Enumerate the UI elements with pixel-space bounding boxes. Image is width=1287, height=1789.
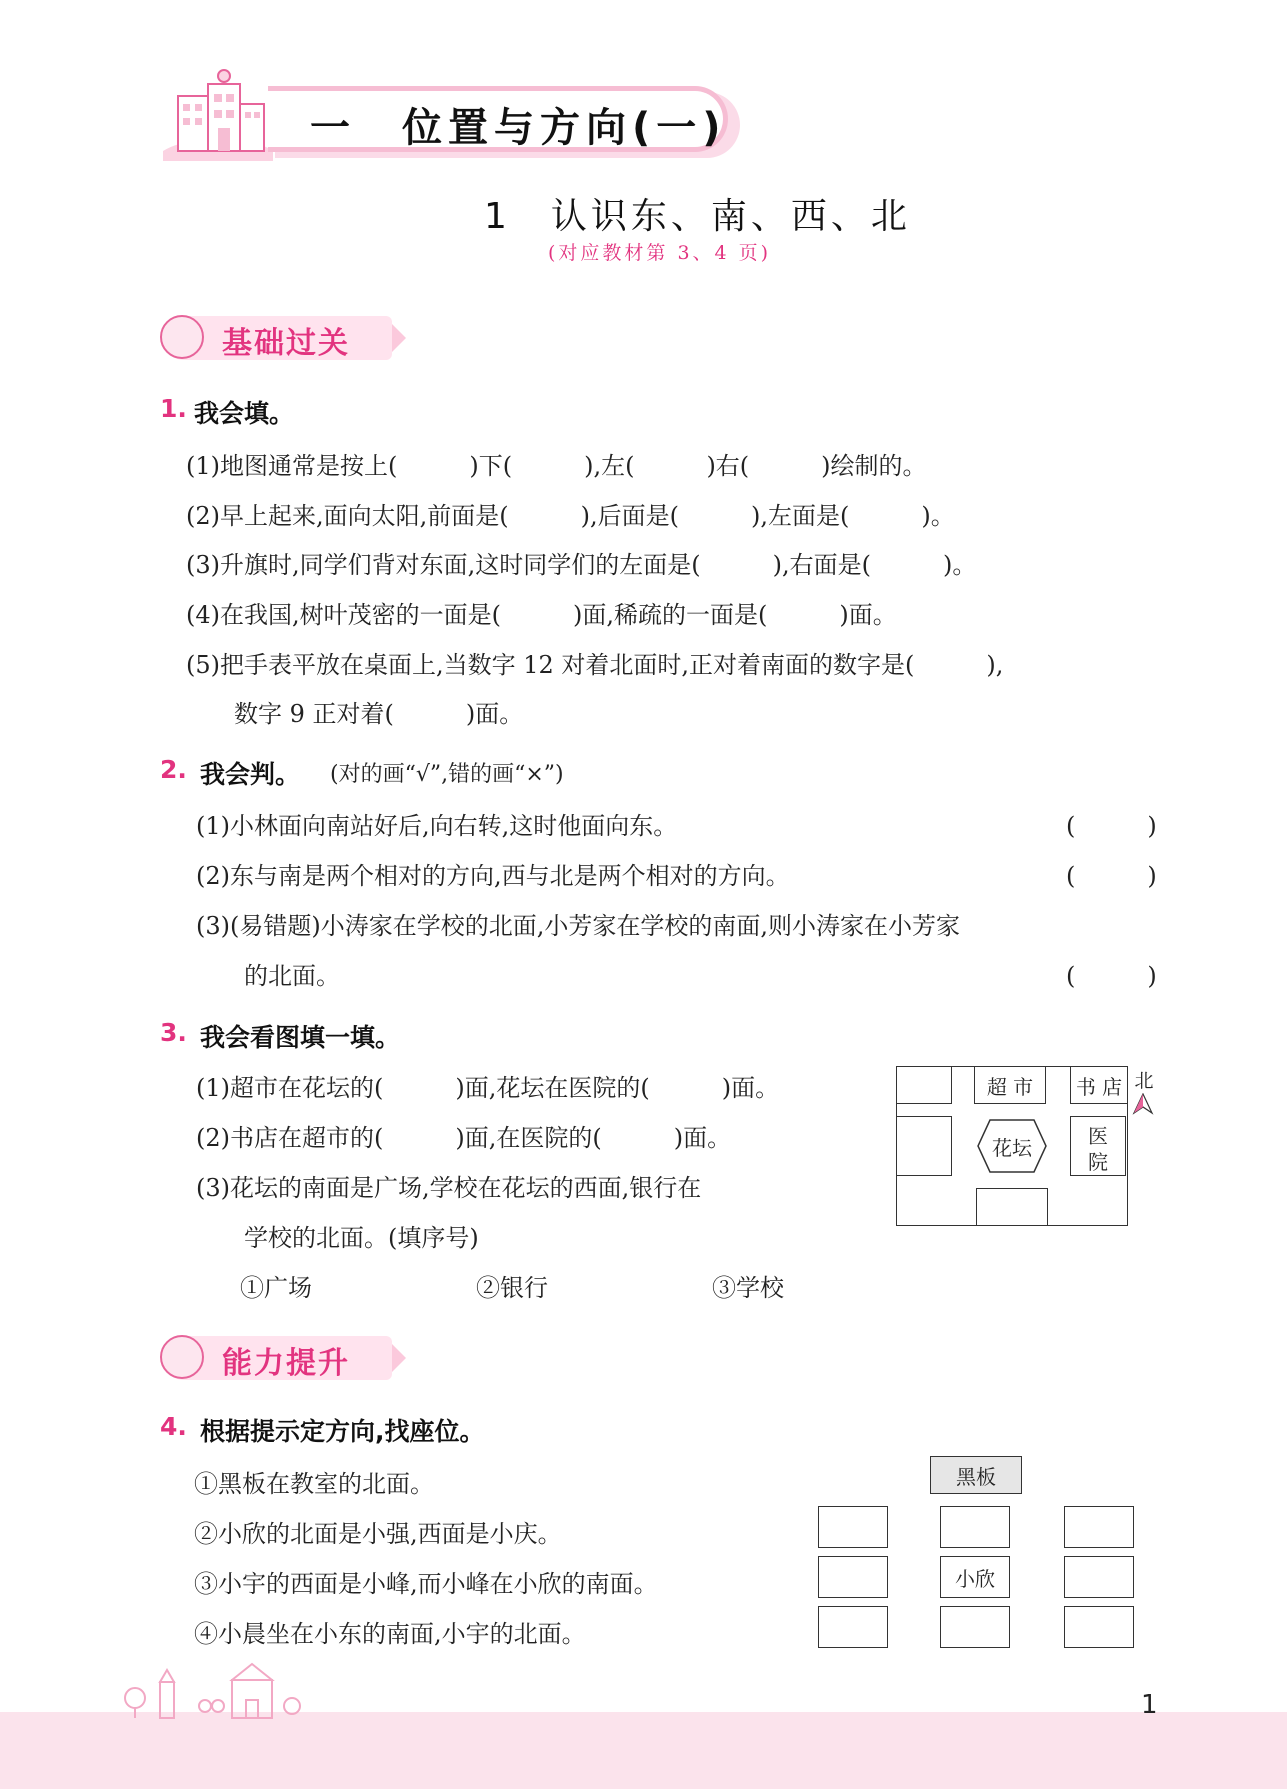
footer-illustration — [120, 1660, 320, 1720]
map-supermarket: 超 市 — [974, 1066, 1046, 1104]
q3-option-2: ②银行 — [476, 1274, 548, 1302]
q1-item-2: (2)早上起来,面向太阳,前面是( ),后面是( ),左面是( )。 — [186, 502, 955, 530]
q3-item-1: (1)超市在花坛的( )面,花坛在医院的( )面。 — [196, 1074, 780, 1102]
question-number: 2. — [160, 755, 187, 784]
north-arrow-icon — [1132, 1093, 1154, 1115]
answer-paren: ( ) — [1066, 962, 1157, 990]
seat-box[interactable] — [1064, 1556, 1134, 1598]
footer-band — [0, 1712, 1287, 1789]
question-number: 1. — [160, 394, 187, 423]
blackboard: 黑板 — [930, 1456, 1022, 1494]
seat-box[interactable] — [1064, 1506, 1134, 1548]
map-bookstore: 书 店 — [1070, 1066, 1128, 1104]
seat-box[interactable] — [940, 1606, 1010, 1648]
section-title-advanced: 能力提升 — [222, 1346, 350, 1381]
q2-item-3: (3)(易错题)小涛家在学校的北面,小芳家在学校的南面,则小涛家在小芳家 — [196, 912, 960, 940]
question-title: 我会判。 — [200, 760, 301, 789]
answer-paren: ( ) — [1066, 862, 1157, 890]
chapter-title: 一 位置与方向(一) — [310, 105, 727, 151]
map-cell-empty — [896, 1066, 952, 1104]
q4-hint-3: ③小宇的西面是小峰,而小峰在小欣的南面。 — [194, 1570, 658, 1598]
lesson-title: 1 认识东、南、西、北 — [484, 196, 911, 237]
q3-option-3: ③学校 — [712, 1274, 784, 1302]
q1-item-4: (4)在我国,树叶茂密的一面是( )面,稀疏的一面是( )面。 — [186, 601, 897, 629]
page-number: 1 — [1141, 1690, 1158, 1720]
q3-item-2: (2)书店在超市的( )面,在医院的( )面。 — [196, 1124, 732, 1152]
q3-item-3: (3)花坛的南面是广场,学校在花坛的西面,银行在 — [196, 1174, 702, 1202]
seat-box[interactable] — [818, 1556, 888, 1598]
map-hospital-label-2: 院 — [1088, 1149, 1108, 1174]
q1-item-5: (5)把手表平放在桌面上,当数字 12 对着北面时,正对着南面的数字是( ), — [186, 651, 1004, 679]
q1-item-3: (3)升旗时,同学们背对东面,这时同学们的左面是( ),右面是( )。 — [186, 551, 977, 579]
question-instruction: (对的画“√”,错的画“×”) — [330, 762, 564, 787]
question-number: 3. — [160, 1018, 187, 1047]
chapter-illustration — [158, 66, 276, 166]
question-title: 我会看图填一填。 — [200, 1023, 401, 1052]
map-garden — [976, 1118, 1048, 1174]
q1-item-5-cont: 数字 9 正对着( )面。 — [234, 700, 524, 728]
q2-item-2: (2)东与南是两个相对的方向,西与北是两个相对的方向。 — [196, 862, 790, 890]
map-cell-empty — [896, 1116, 952, 1176]
question-number: 4. — [160, 1412, 187, 1441]
q2-item-3-cont: 的北面。 — [244, 962, 340, 990]
mascot-icon — [160, 1335, 204, 1379]
answer-paren: ( ) — [1066, 812, 1157, 840]
q1-item-1: (1)地图通常是按上( )下( ),左( )右( )绘制的。 — [186, 452, 927, 480]
q3-option-1: ①广场 — [240, 1274, 312, 1302]
seat-box[interactable] — [818, 1506, 888, 1548]
map-cell-empty — [976, 1188, 1048, 1226]
question-title: 根据提示定方向,找座位。 — [200, 1417, 485, 1446]
map-hospital-label-1: 医 — [1088, 1123, 1108, 1148]
question-title: 我会填。 — [194, 399, 295, 428]
seat-box[interactable] — [818, 1606, 888, 1648]
q4-hint-1: ①黑板在教室的北面。 — [194, 1470, 434, 1498]
mascot-icon — [160, 315, 204, 359]
map-hospital — [1070, 1116, 1126, 1176]
q4-hint-4: ④小晨坐在小东的南面,小宇的北面。 — [194, 1620, 586, 1648]
north-label: 北 — [1134, 1069, 1154, 1092]
section-title-basic: 基础过关 — [222, 326, 350, 361]
seat-box-center: 小欣 — [940, 1556, 1010, 1598]
q3-item-3-cont: 学校的北面。(填序号) — [244, 1224, 479, 1252]
lesson-reference: (对应教材第 3、4 页) — [548, 242, 772, 264]
seat-box[interactable] — [940, 1506, 1010, 1548]
q4-hint-2: ②小欣的北面是小强,西面是小庆。 — [194, 1520, 562, 1548]
q2-item-1: (1)小林面向南站好后,向右转,这时他面向东。 — [196, 812, 678, 840]
seat-box[interactable] — [1064, 1606, 1134, 1648]
map-garden-label: 花坛 — [992, 1135, 1032, 1160]
